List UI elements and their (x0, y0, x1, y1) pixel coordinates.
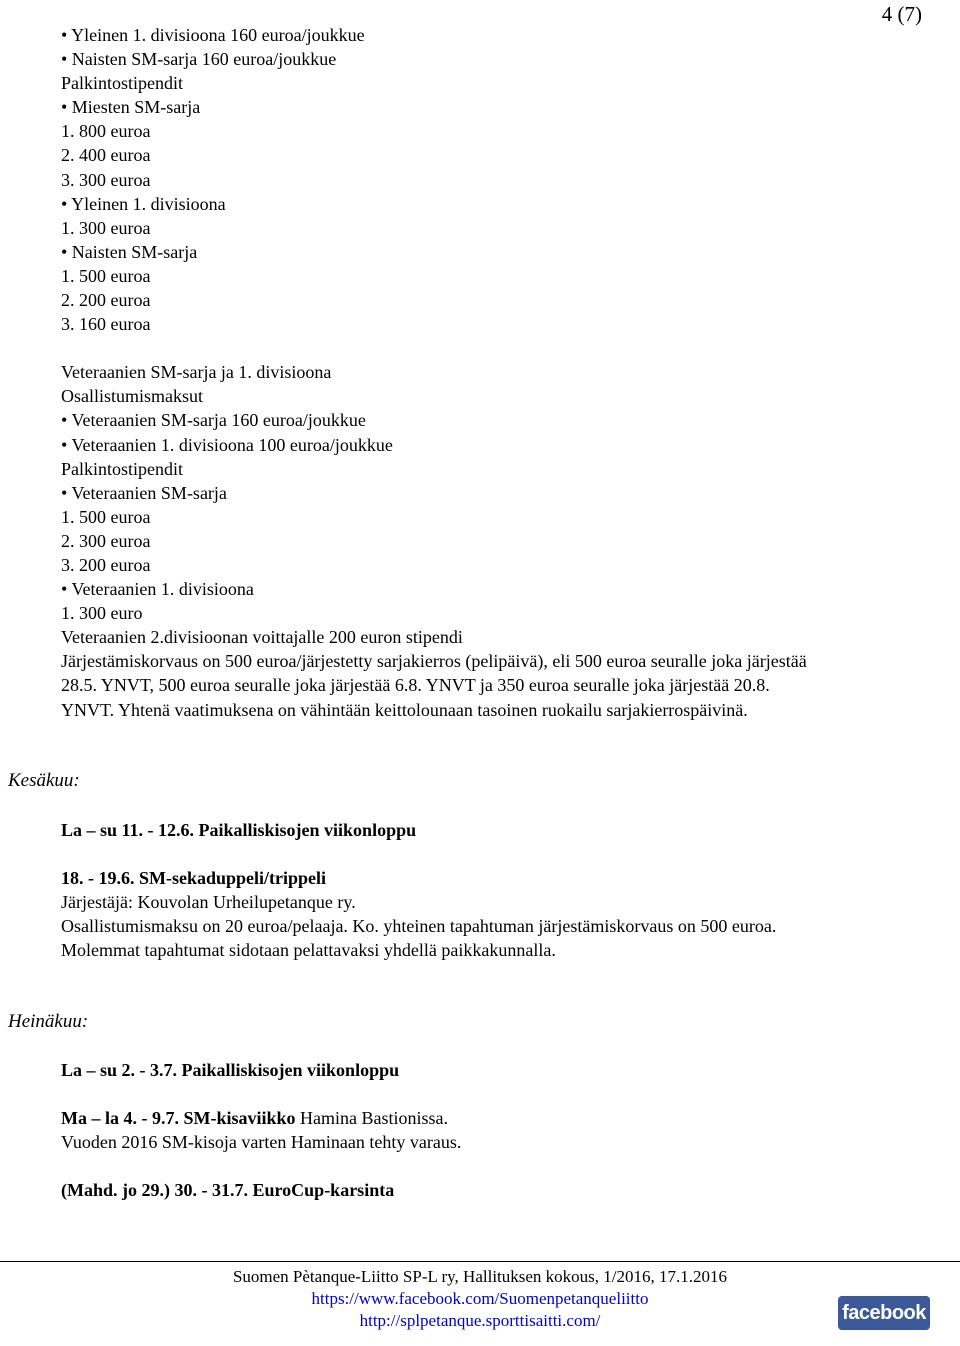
text-line: 1. 300 euro (61, 603, 143, 624)
june-section (61, 818, 941, 962)
text-line: • Naisten SM-sarja 160 euroa/joukkue (61, 49, 337, 70)
text-line: 2. 200 euroa (61, 290, 151, 311)
page-number: 4 (7) (881, 2, 922, 26)
july-event-eurocup: (Mahd. jo 29.) 30. - 31.7. EuroCup-karsinta (61, 1180, 395, 1201)
text-line: • Yleinen 1. divisioona (61, 193, 226, 214)
text-line: 1. 500 euroa (61, 506, 151, 527)
footer-divider (0, 1261, 960, 1262)
main-content (61, 23, 941, 722)
text-line: 1. 500 euroa (61, 265, 151, 286)
text-line: 1. 800 euroa (61, 121, 151, 142)
facebook-link[interactable]: https://www.facebook.com/Suomenpetanqueliitto (311, 1289, 649, 1308)
footer (0, 1266, 960, 1332)
text-line: Osallistumismaksut (61, 386, 204, 407)
website-link[interactable]: http://splpetanque.sporttisaitti.com/ (359, 1311, 601, 1330)
text-line: Veteraanien SM-sarja ja 1. divisioona (61, 362, 332, 383)
text-line: Veteraanien 2.divisioonan voittajalle 200 euron stipendi (61, 627, 463, 648)
july-event-smweek-place: Hamina Bastionissa. (295, 1108, 449, 1129)
july-event-smweek (61, 1106, 941, 1130)
text-line: 2. 300 euroa (61, 530, 151, 551)
text-line: • Naisten SM-sarja (61, 241, 198, 262)
june-event-line: Järjestäjä: Kouvolan Urheilupetanque ry. (61, 892, 356, 913)
july-event-local: La – su 2. - 3.7. Paikalliskisojen viikonloppu (61, 1060, 400, 1080)
june-event-sm: 18. - 19.6. SM-sekaduppeli/trippeli (61, 868, 327, 889)
text-line: 3. 300 euroa (61, 169, 151, 190)
june-event-line: Molemmat tapahtumat sidotaan pelattavaksi yhdellä paikkakunnalla. (61, 940, 556, 961)
footer-org: Suomen Pètanque-Liitto SP-L ry, Hallituksen kokous, 1/2016, 17.1.2016 (232, 1267, 728, 1286)
text-line: YNVT. Yhtenä vaatimuksena on vähintään keittolounaan tasoinen ruokailu sarjakierrospäivinä. (61, 699, 748, 720)
july-event-line: Vuoden 2016 SM-kisoja varten Haminaan tehty varaus. (61, 1132, 462, 1153)
text-line: • Veteraanien SM-sarja (61, 482, 227, 503)
july-event-smweek-title: Ma – la 4. - 9.7. SM-kisaviikko (61, 1108, 296, 1129)
june-event-line: Osallistumismaksu on 20 euroa/pelaaja. Ko. yhteinen tapahtuman järjestämiskorvaus on 500 euroa. (61, 916, 777, 937)
june-event-local: La – su 11. - 12.6. Paikalliskisojen viikonloppu (61, 820, 417, 840)
text-line: Järjestämiskorvaus on 500 euroa/järjestetty sarjakierros (pelipäivä), eli 500 euroa seuralle joka järjestää (61, 651, 807, 672)
fee-list-block (61, 23, 941, 336)
text-line: • Miesten SM-sarja (61, 97, 201, 118)
text-line: • Veteraanien 1. divisioona 100 euroa/joukkue (61, 434, 393, 455)
july-section (61, 1058, 941, 1202)
text-line: • Veteraanien 1. divisioona (61, 579, 254, 600)
month-heading-july: Heinäkuu: (8, 1011, 89, 1032)
text-line: 28.5. YNVT, 500 euroa seuralle joka järjestää 6.8. YNVT ja 350 euroa seuralle joka järjestää 20.8. (61, 675, 770, 696)
veteran-block (61, 360, 941, 721)
text-line: Palkintostipendit (61, 458, 184, 479)
month-heading-june: Kesäkuu: (8, 770, 80, 791)
text-line: Palkintostipendit (61, 73, 184, 94)
text-line: • Yleinen 1. divisioona 160 euroa/joukkue (61, 25, 365, 45)
text-line: 1. 300 euroa (61, 217, 151, 238)
facebook-logo[interactable]: facebook (838, 1296, 930, 1330)
text-line: 3. 200 euroa (61, 554, 151, 575)
text-line: 2. 400 euroa (61, 145, 151, 166)
text-line: 3. 160 euroa (61, 314, 151, 335)
text-line: • Veteraanien SM-sarja 160 euroa/joukkue (61, 410, 366, 431)
